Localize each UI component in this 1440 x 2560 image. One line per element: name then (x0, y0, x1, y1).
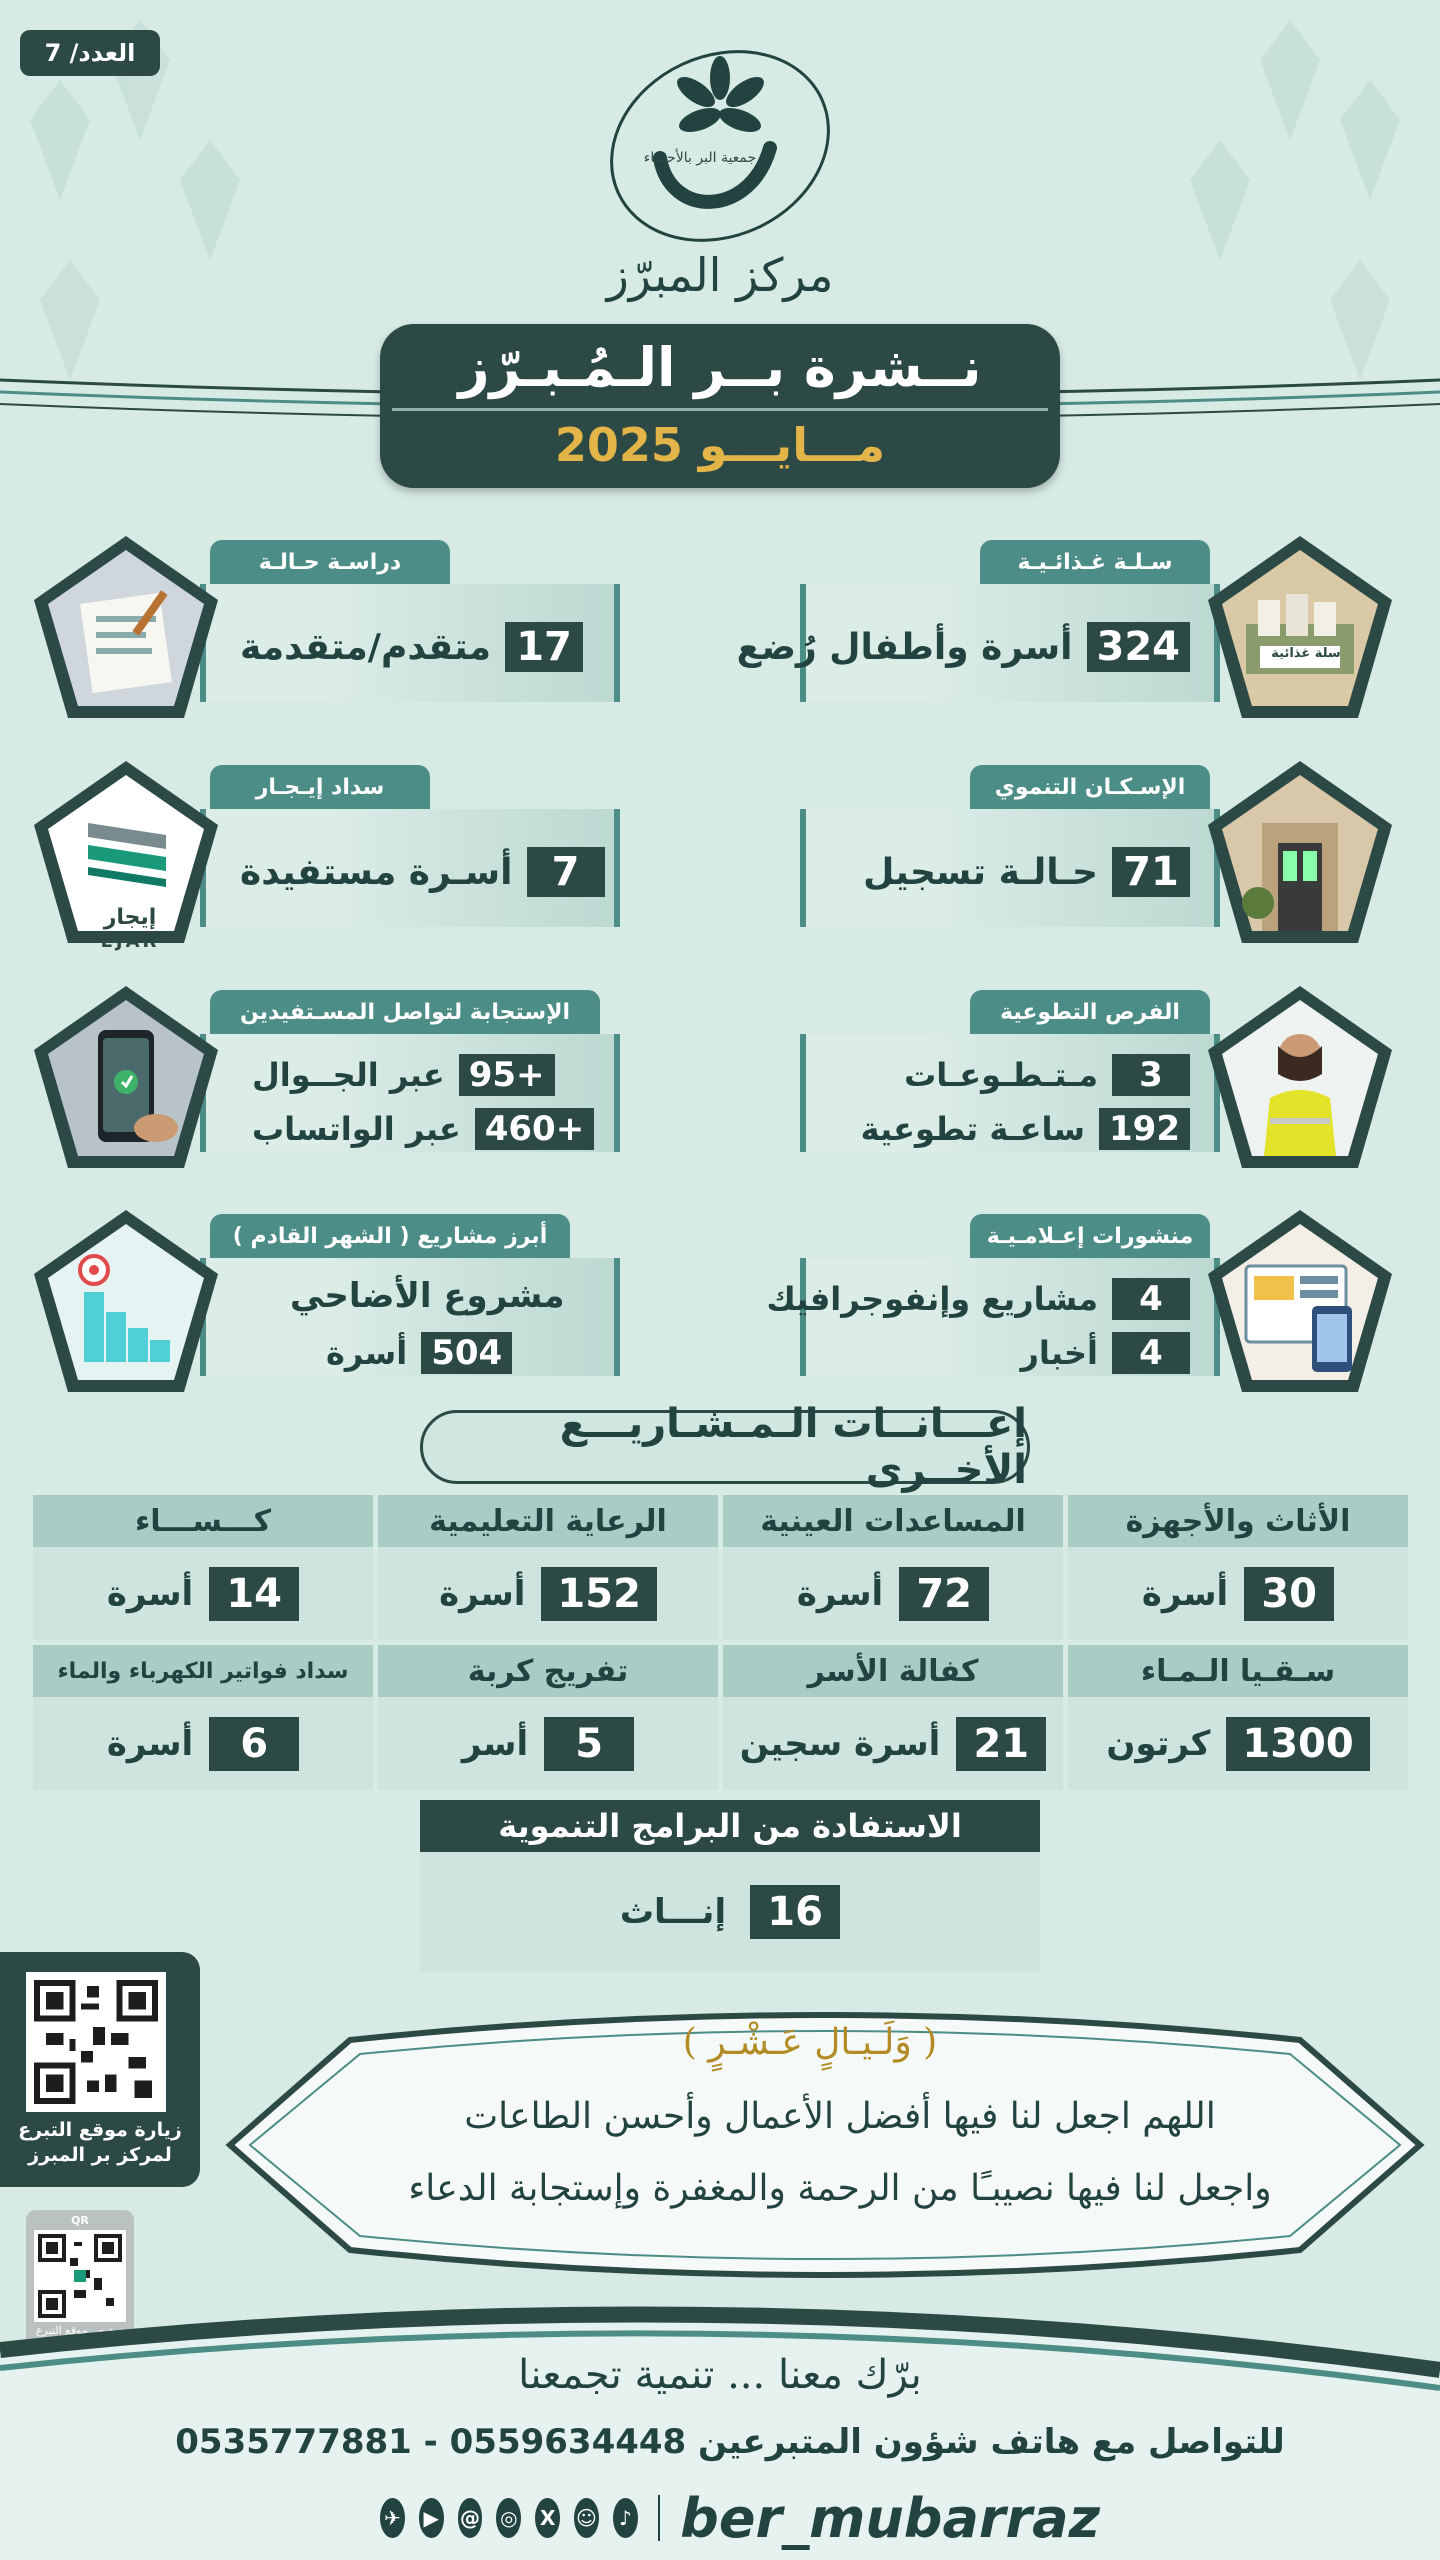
snapchat-icon[interactable]: ☺ (574, 2498, 599, 2538)
logo-org-name: جمعية البر بالأحساء (643, 150, 757, 166)
grid-cell-family-sponsor (723, 1645, 1063, 1790)
stat-number: +460 (475, 1108, 594, 1150)
card-tag: الإسـكـان التنموي (970, 765, 1210, 809)
license-caption-text: ترخيص موقع التبرع (35, 2324, 125, 2337)
development-programs-title: الاستفادة من البرامج التنموية (420, 1800, 1040, 1852)
card-next-projects (30, 1214, 620, 1399)
stat-label: أسـرة مستفيدة (240, 851, 513, 893)
grid-cell-education (378, 1495, 718, 1640)
duaa-line-2: واجعل لنا فيها نصيبـًا من الرحمة والمغفرة وإستجابة الدعاء (408, 2168, 1272, 2209)
grid-cell-water (1068, 1645, 1408, 1790)
cell-head: سداد فواتير الكهرباء والماء (33, 1645, 373, 1697)
grid-cell-furniture (1068, 1495, 1408, 1640)
threads-icon[interactable]: @ (458, 2498, 483, 2538)
card-housing (800, 765, 1390, 950)
stat-label: مشاريع وإنفوجرافيك (766, 1280, 1098, 1318)
cell-number: 1300 (1226, 1717, 1369, 1771)
grid-cell-clothing (33, 1495, 373, 1640)
cell-number: 30 (1244, 1567, 1334, 1621)
card-tag: الفرص التطوعية (970, 990, 1210, 1034)
stat-number: 17 (505, 622, 583, 672)
development-programs-body (420, 1852, 1040, 1972)
footer-slogan: برّك معنا ... تنمية تجمعنا (518, 2352, 922, 2398)
card-tag: أبرز مشاريع ( الشهر القادم ) (210, 1214, 570, 1258)
duaa-title: ( وَلَـيـالٍ عَـشْـرٍ ) (682, 2022, 938, 2063)
footer-contact[interactable]: للتواصل مع هاتف شؤون المتبرعين 0559634448 - 0535777881 (175, 2422, 1285, 2462)
social-handle[interactable]: ber_mubarraz (680, 2486, 1101, 2550)
stat-label: عبر الواتساب (252, 1110, 461, 1148)
cell-number: 6 (209, 1717, 299, 1771)
stat-label: أسرة (326, 1334, 408, 1372)
project-name: مشروع الأضاحي (290, 1276, 565, 1316)
house-image (1200, 753, 1400, 953)
cell-number: 14 (209, 1567, 299, 1621)
stat-number: 7 (527, 847, 605, 897)
title-divider (392, 408, 1048, 411)
other-projects-title: إعـــانــات الـمـشـاريـــع الأخــرى (420, 1410, 1030, 1484)
stat-number: +95 (459, 1054, 555, 1096)
grid-cell-in-kind (723, 1495, 1063, 1640)
card-tag: دراسـة حـالـة (210, 540, 450, 584)
cell-head: كفالة الأسر (723, 1645, 1063, 1697)
youtube-icon[interactable]: ▶ (419, 2498, 444, 2538)
cell-unit: أسرة (106, 1723, 194, 1764)
cell-unit: أسرة (439, 1573, 526, 1614)
ejar-logo-arabic: إيجار (103, 905, 157, 930)
stat-number: 3 (1112, 1054, 1190, 1096)
development-unit: إنـــاث (619, 1892, 727, 1932)
development-number: 16 (750, 1885, 840, 1939)
cell-unit: أسرة (106, 1573, 194, 1614)
card-tag: سـلـة غـذائـيـة (980, 540, 1210, 584)
cell-unit: أسرة سجين (739, 1723, 941, 1764)
stat-number: 192 (1099, 1108, 1190, 1150)
issue-badge: العدد/ 7 (20, 30, 160, 76)
newsletter-date: مـــايـــو 2025 (554, 418, 886, 472)
cell-number: 5 (544, 1717, 634, 1771)
card-rent (30, 765, 620, 950)
phone-image (26, 978, 226, 1178)
cell-unit: أسر (461, 1723, 529, 1764)
food-basket-label: سلة غذائية (1271, 646, 1341, 661)
qr-code-icon[interactable] (26, 1972, 166, 2112)
grid-cell-relief (378, 1645, 718, 1790)
tiktok-icon[interactable]: ♪ (613, 2498, 638, 2538)
food-basket-image (1200, 528, 1400, 728)
case-study-image (26, 528, 226, 728)
volunteer-image (1200, 978, 1400, 1178)
card-media (766, 1214, 1390, 1399)
card-tag: سداد إيـجـار (210, 765, 430, 809)
cell-number: 152 (541, 1567, 657, 1621)
social-links (380, 2488, 1100, 2548)
stat-label: أسرة وأطفال رُضع (736, 626, 1073, 668)
cell-head: تفريج كربة (378, 1645, 718, 1697)
media-devices-image (1200, 1202, 1400, 1402)
cell-head: المساعدات العينية (723, 1495, 1063, 1547)
card-tag: منشورات إعـلامـيـة (970, 1214, 1210, 1258)
card-volunteer (800, 990, 1390, 1175)
stat-number: 324 (1087, 622, 1191, 672)
newsletter-title: نــشرة بــر الـمُـبـرّز (458, 336, 982, 399)
license-qr-label: QR (71, 2214, 89, 2227)
ejar-logo-english: EJAR (100, 931, 160, 952)
stat-number: 4 (1112, 1278, 1190, 1320)
stat-label: ساعـة تطوعية (860, 1110, 1086, 1148)
social-separator (658, 2495, 660, 2541)
card-response (30, 990, 620, 1175)
donate-qr-panel[interactable] (0, 1952, 200, 2187)
stat-label: مـتـطـوعـات (904, 1056, 1098, 1094)
stat-label: متقدم/متقدمة (240, 626, 492, 668)
other-projects-row-1 (32, 1495, 1408, 1640)
cell-head: كـــســـاء (33, 1495, 373, 1547)
cell-unit: كرتون (1106, 1723, 1211, 1764)
grid-cell-bills (33, 1645, 373, 1790)
duaa-line-1: اللهم اجعل لنا فيها أفضل الأعمال وأحسن الطاعات (464, 2096, 1216, 2137)
stat-label: عبر الجــوال (252, 1056, 445, 1094)
stat-number: 71 (1112, 847, 1190, 897)
cell-unit: أسرة (796, 1573, 884, 1614)
stat-label: أخبار (1020, 1334, 1098, 1372)
card-case-study (30, 540, 620, 725)
telegram-icon[interactable]: ✈ (380, 2498, 405, 2538)
cell-number: 21 (956, 1717, 1046, 1771)
x-icon[interactable]: X (535, 2498, 560, 2538)
cell-unit: أسرة (1141, 1573, 1229, 1614)
card-food-basket (736, 540, 1390, 725)
stat-label: حـالـة تسجيل (863, 851, 1098, 893)
stat-number: 4 (1112, 1332, 1190, 1374)
cell-head: الأثاث والأجهزة (1068, 1495, 1408, 1547)
other-projects-row-2 (32, 1645, 1408, 1790)
cell-number: 72 (899, 1567, 989, 1621)
target-chart-image (26, 1202, 226, 1402)
instagram-icon[interactable]: ◎ (496, 2498, 521, 2538)
cell-head: الرعاية التعليمية (378, 1495, 718, 1547)
logo-center-name: مركز المبرّز (606, 248, 834, 302)
donate-qr-caption: زيارة موقع التبرع لمركز بر المبرز (18, 2119, 182, 2166)
card-tag: الإستجابة لتواصل المسـتفيدين (210, 990, 600, 1034)
stat-number: 504 (421, 1332, 512, 1374)
cell-head: سـقـيا الـمـاء (1068, 1645, 1408, 1697)
